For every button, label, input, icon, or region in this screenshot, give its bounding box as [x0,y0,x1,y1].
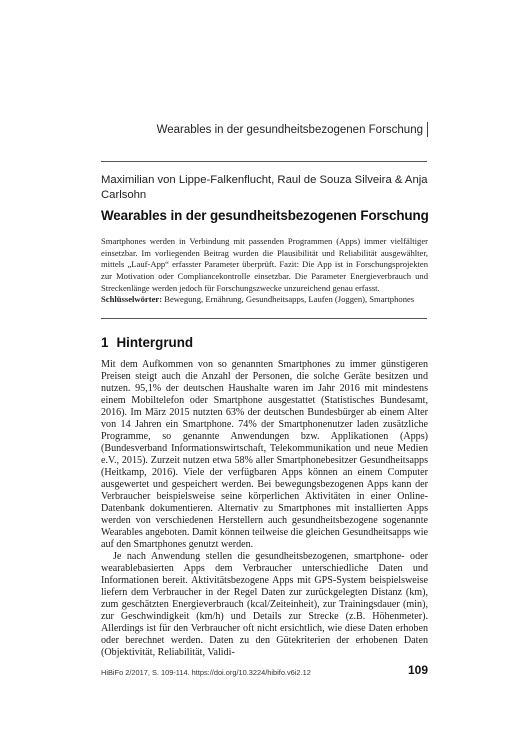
body-paragraph: Mit dem Aufkommen von so genannten Smartphones zu immer günstigeren Preisen steigt auch die Anzahl der Personen, die solche Geräte besitzen und nutzen. 95,1% der deutschen Haushalte waren im Jahr 2016 mit mindestens einem Mobiltelefon oder Smartphone ausgestattet (Statistisches Bundesamt, 2016). Im März 2015 nutzten 63% der deutschen Bundesbürger ab einem Alter von 14 Jahren ein Smartphone. 74% der Smartphonenutzer laden zusätzliche Programme, so genannte Anwendungen bzw. Applikationen (Apps) (Bundesverband Informationswirtschaft, Telekommunikation und neue Medien e.V., 2015). Zurzeit nutzen etwa 58% aller Smartphonebesitzer Gesundheitsapps (Heitkamp, 2016). Viele der verfügbaren Apps können an einem Computer ausgewertet und gespeichert werden. Bei bewegungsbezogenen Apps kann der Verbraucher beispielsweise seine körperlichen Aktivitäten in einer Online-Datenbank dokumentieren. Alternativ zu Smartphones mit installierten Apps werden von verschiedenen Herstellern auch gesundheitsbezogene sogenannte Wearables angeboten. Damit können teilweise die gleichen Gesundheitsapps wie auf den Smartphones genutzt werden. [101,359,428,550]
section-number: 1 [101,335,109,350]
footer-citation: HiBiFo 2/2017, S. 109-114. https://doi.org/10.3224/hibifo.v6i2.12 [101,668,311,677]
page-number: 109 [407,663,428,677]
body-text [101,359,428,659]
abstract: Smartphones werden in Verbindung mit passenden Programmen (Apps) immer vielfältiger einsetzbar. Im vorliegenden Beitrag wurden die Plausibilität und Reliabilität ausgewählter, mittels „Lauf-App“ erfasster Parameter überprüft. Fazit: Die App ist in Forschungsprojekten zur Motivation oder Compliancekontrolle einsetzbar. Die Parameter Energieverbrauch und Streckenlänge werden jedoch für Forschungszwecke unzureichend genau erfasst. [101,236,428,293]
body-paragraph: Je nach Anwendung stellen die gesundheitsbezogenen, smartphone- oder wearablebasierten Apps dem Verbraucher unterschiedliche Daten und Informationen bereit. Aktivitätsbezogene Apps mit GPS-System beispielsweise liefern dem Verbraucher in der Regel Daten zur zurückgelegten Distanz (km), zum geschätzten Energieverbrauch (kcal/Zeiteinheit), zur Trainingsdauer (min), zur Geschwindigkeit (km/h) und Details zur Strecke (z.B. Höhenmeter). Allerdings ist für den Verbraucher oft nicht ersichtlich, wie diese Daten erhoben oder berechnet werden. Daten zu den Gütekriterien der erhobenen Daten (Objektivität, Reliabilität, Validi- [101,550,428,658]
authors: Maximilian von Lippe-Falkenflucht, Raul de Souza Silveira & Anja Carlsohn [101,174,428,201]
top-horizontal-rule [101,161,427,162]
article-title: Wearables in der gesundheitsbezogenen Forschung [101,208,429,223]
section-heading [101,335,193,350]
header-divider-bar [427,122,428,137]
section-title: Hintergrund [116,335,194,350]
keywords [101,294,431,305]
keywords-label: Schlüsselwörter: [101,294,163,304]
section-divider-rule [101,318,427,319]
keywords-text: Bewegung, Ernährung, Gesundheitsapps, Laufen (Joggen), Smartphones [164,294,415,304]
running-header: Wearables in der gesundheitsbezogenen Forschung [156,124,423,136]
